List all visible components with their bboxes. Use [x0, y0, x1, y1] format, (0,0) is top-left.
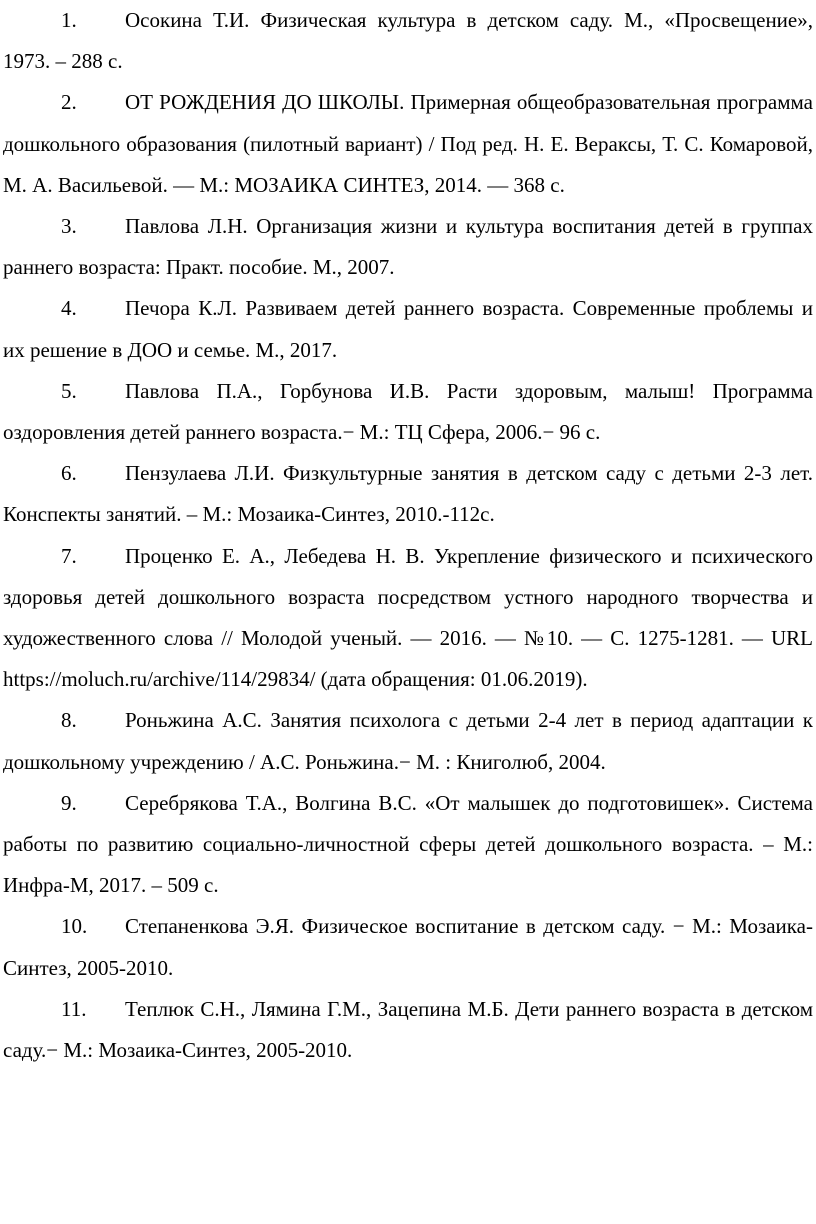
reference-text: Теплюк С.Н., Лямина Г.М., Зацепина М.Б. Дети раннего возраста в детском саду.− М.: Мозаика-Синтез, 2005-2010. [3, 996, 813, 1063]
reference-item-5 [3, 371, 813, 453]
reference-text: Павлова П.А., Горбунова И.В. Расти здоровым, малыш! Программа оздоровления детей раннего возраста.− М.: ТЦ Сфера, 2006.− 96 с. [3, 378, 813, 445]
reference-number: 5. [61, 378, 77, 403]
reference-number: 4. [61, 296, 77, 321]
reference-text: Печора К.Л. Развиваем детей раннего возраста. Современные проблемы и их решение в ДОО и семье. М., 2017. [3, 296, 813, 362]
reference-number: 6. [61, 461, 77, 486]
reference-item-3 [3, 206, 813, 288]
reference-item-9 [3, 783, 813, 907]
reference-text: Пензулаева Л.И. Физкультурные занятия в детском саду с детьми 2-3 лет. Конспекты занятий. – М.: Мозаика-Синтез, 2010.-112с. [3, 461, 813, 527]
reference-number: 2. [61, 90, 77, 115]
reference-item-6 [3, 453, 813, 535]
reference-item-2 [3, 82, 813, 206]
reference-number: 9. [61, 790, 77, 815]
reference-item-11 [3, 989, 813, 1071]
reference-item-4 [3, 288, 813, 370]
reference-item-10 [3, 906, 813, 988]
reference-item-7 [3, 536, 813, 701]
reference-number: 1. [61, 8, 77, 32]
reference-text: Осокина Т.И. Физическая культура в детском саду. М., «Просвещение», 1973. – 288 с. [3, 8, 813, 74]
reference-text: ОТ РОЖДЕНИЯ ДО ШКОЛЫ. Примерная общеобразовательная программа дошкольного образования (пилотный вариант) / Под ред. Н. Е. Вераксы, Т. С. Комаровой, М. А. Васильевой. — М.: МОЗАИКА СИНТЕЗ, 2014. — 368 с. [3, 90, 813, 197]
reference-text: Проценко Е. А., Лебедева Н. В. Укрепление физического и психического здоровья детей дошкольного возраста посредством устного народного творчества и художественного слова // Молодой ученый. — 2016. — №10. — С. 1275-1281. — URL https://moluch.ru/archive/114/29834/ (дата обращения: 01.06.2019). [3, 543, 813, 692]
reference-text: Степаненкова Э.Я. Физическое воспитание в детском саду. − М.: Мозаика-Синтез, 2005-2010. [3, 914, 813, 980]
reference-number: 7. [61, 543, 77, 568]
reference-number: 11. [61, 996, 87, 1021]
reference-item-8 [3, 700, 813, 782]
reference-text: Серебрякова Т.А., Волгина В.С. «От малышек до подготовишек». Система работы по развитию социально-личностной сферы детей дошкольного возраста. – М.: Инфра-М, 2017. – 509 с. [3, 790, 813, 898]
reference-number: 8. [61, 708, 77, 733]
reference-text: Роньжина А.С. Занятия психолога с детьми 2-4 лет в период адаптации к дошкольному учреждению / А.С. Роньжина.− М. : Книголюб, 2004. [3, 708, 813, 774]
reference-text: Павлова Л.Н. Организация жизни и культура воспитания детей в группах раннего возраста: Практ. пособие. М., 2007. [3, 214, 813, 280]
reference-number: 3. [61, 214, 77, 239]
reference-item-1 [3, 0, 813, 82]
reference-number: 10. [61, 914, 88, 939]
